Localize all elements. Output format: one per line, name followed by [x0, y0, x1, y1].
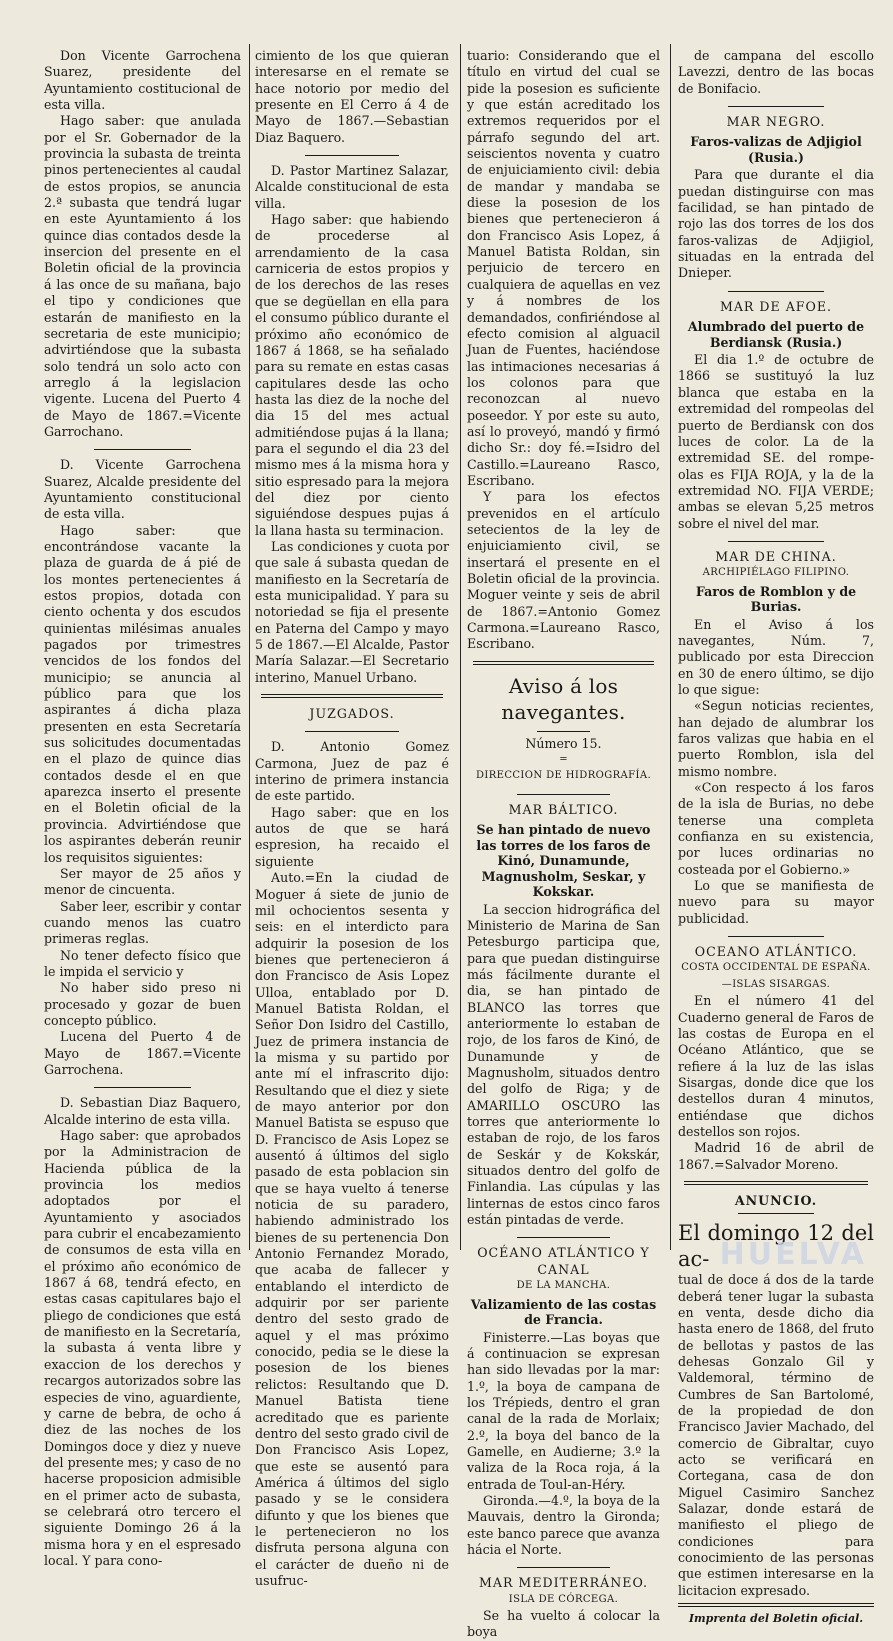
sea-name: MAR DE CHINA.	[715, 548, 837, 564]
notice-body: cimiento de los que quieran interesarse en el remate se hace notorio por medio del presente en El Cerro á 4 de Mayo de 1867.—Sebastian Diaz Baquero.	[255, 48, 449, 145]
section-title: ANUNCIO.	[734, 1192, 818, 1208]
separator	[94, 1087, 191, 1088]
double-rule	[261, 694, 443, 698]
separator	[517, 1237, 610, 1238]
notice-body: Hago saber: que aprobados por la Administracion de Hacienda pública de la provincia los medios adoptados por el Ayuntamiento y asociados para cubrir el encabezamiento de consumos de esta villa en el próximo año económico de 1867 á 68, tendrá efecto, en estas casas capitulares bajo el pliego de condiciones que está de manifiesto en la Secretaría, la subasta á venta libre y exaccion de los derechos y recargos autorizados sobre las especies de vino, aguardiente, y carne de bebra, de ocho á diez de las noches de los Domingos doce y diez y nueve del presente mes; y caso de no hacerse proposicion admisible en el primer acto de subasta, se celebrará otro tercero el siguiente Domingo 26 á la misma hora y en el espresado local. Y para cono-	[44, 1128, 241, 1568]
notice-heading: Don Vicente Garrochena Suarez, presidente del Ayuntamiento costitucional de esta villa.	[44, 48, 241, 113]
notice-heading: D. Antonio Gomez Carmona, Juez de paz é interino de primera instancia de este partido.	[255, 739, 449, 804]
notice-number: Número 15.	[525, 735, 602, 751]
notice-body: Lo que se manifiesta de nuevo para su mayor publicidad.	[678, 878, 874, 926]
double-rule	[678, 1603, 874, 1607]
double-rule	[473, 661, 654, 665]
notice-quote: «Segun noticias recientes, han dejado de alumbrar los faros valizas que habia en el puerto Romblon, isla del mismo nombre.	[678, 698, 874, 779]
sea-name: OCEANO ATLÁNTICO.	[694, 944, 858, 960]
separator	[517, 794, 610, 795]
notice-body: Gironda.—4.º, la boya de la Mauvais, dentro la Gironda; este banco parece que avanza hácia el Norte.	[467, 1492, 660, 1557]
notice-body: Hago saber: que en los autos de que se hará espresion, ha recaido el siguiente	[255, 804, 449, 869]
requirement: Saber leer, escribir y contar cuando menos las cuatro primeras reglas.	[44, 898, 241, 947]
separator	[305, 731, 399, 732]
notice-heading: Valizamiento de las costas de Francia.	[470, 1296, 657, 1327]
notice-body: En el Aviso á los navegantes, Núm. 7, publicado por esta Direccion en 30 de enero último, se dijo lo que sigue:	[678, 616, 874, 697]
notice-heading: Se han pintado de nuevo las torres de los faros de Kinó, Dunamunde, Magnusholm, Seskar, y Kokskar.	[476, 822, 651, 900]
notice-body: Para que durante el dia puedan distinguirse con mas facilidad, se han pintado de rojo las dos torres de los dos faros-valizas de Adjigiol, situadas en la entrada del Dnieper.	[678, 167, 874, 281]
sea-name: OCÉANO ATLÁNTICO Y CANAL	[477, 1245, 650, 1277]
column-rule	[460, 44, 461, 1250]
sea-name: MAR MEDITERRÁNEO.	[478, 1575, 649, 1591]
separator	[517, 1567, 610, 1568]
notice-signature: Madrid 16 de abril de 1867.=Salvador Moreno.	[678, 1140, 874, 1172]
sea-subname: ISLA DE CÓRCEGA.	[508, 1593, 619, 1605]
sea-subname: DE LA MANCHA.	[516, 1280, 611, 1292]
notice-body: La seccion hidrográfica del Ministerio de Marina de San Petesburgo participa que, para que puedan distinguirse más fácilmente durante el dia, se han pintado de BLANCO las torres que anteriormente lo estaban de rojo, de los faros de Kinó, de Dunamunde y de Magnusholm, situados dentro del golfo de Riga; y de AMARILLO OSCURO las torres que anteriormente lo estaban de rojo, de los faros de Seskár y de Kokskár, situados dentro del golfo de Finlandia. Las cúpulas y las linternas de estos cinco faros están pintadas de verde.	[467, 901, 660, 1228]
separator	[94, 449, 191, 450]
notice-heading: Alumbrado del puerto de Berdiansk (Rusia.)	[687, 319, 865, 350]
notice-body: de campana del escollo Lavezzi, dentro de las bocas de Bonifacio.	[678, 48, 874, 96]
notice-body: Hago saber: que anulada por el Sr. Gobernador de la provincia la subasta de treinta pinos pertenecientes al caudal de estos propios, se anuncia 2.ª subasta que tendrá lugar en este Ayuntamiento á los quince dias contados desde la insercion del presente en el Boletin oficial de la provincia á las once de su mañana, bajo el tipo y condiciones que estarán de manifiesto en la secretaria de este municipio; advirtiéndose que la subasta solo tendrá un solo acto con arreglo á la legislacion vigente. Lucena del Puerto 4 de Mayo de 1867.=Vicente Garrochano.	[44, 113, 241, 439]
section-title: JUZGADOS.	[309, 706, 395, 722]
library-watermark: HUELVA	[719, 1237, 867, 1272]
requirement: No tener defecto físico que le impida el servicio y	[44, 947, 241, 979]
column-rule	[670, 44, 671, 1250]
separator	[738, 1213, 814, 1214]
notice-body: En el número 41 del Cuaderno general de Faros de las costas de Europa en el Océano Atlántico, que se refiere á la luz de las islas Sisargas, donde dice que los destellos duran 4 minutos, entiéndase que dichos destellos son rojos.	[678, 993, 874, 1139]
notice-body: Y para los efectos prevenidos en el artículo setecientos de la ley de enjuiciamiento civil, se insertará el presente en el Boletin oficial de la provincia. Moguer veinte y seis de abril de 1867.=Antonio Gomez Carmona.=Laureano Rasco, Escribano.	[467, 489, 660, 652]
notice-heading: D. Pastor Martinez Salazar, Alcalde constitucional de esta villa.	[255, 163, 449, 211]
separator	[728, 541, 824, 542]
requirement: Ser mayor de 25 años y menor de cincuenta.	[44, 865, 241, 898]
separator	[305, 155, 399, 156]
notice-body: Las condiciones y cuota por que sale á subasta quedan de manifiesto en la Secretaría de esta municipalidad. Y para su notoriedad se fija el presente en Paterna del Campo y mayo 5 de 1867.—El Alcalde, Pastor María Salazar.—El Secretario interino, Manuel Urbano.	[255, 538, 449, 685]
column-4	[678, 48, 874, 1626]
sea-subname: COSTA OCCIDENTAL DE ESPAÑA.—ISLAS SISARGAS.	[681, 962, 871, 990]
column-3: tuario: Considerando que el título en virtud del cual se pide la posesion es suficiente y que están acreditado los extremos requeridos por el párrafo segundo del art. seiscientos noventa y cuatro de enjuiciamiento civil: debia de mandar y mandaba se diese la posesion de los bienes que pertenecieron á don Francisco Asis Lopez, á Manuel Batista Roldan, sin perjuicio de tercero en cualquiera de aquellas en vez y á nombres de los demandados, confiriéndose al efecto comision al alguacil Juan de Fuentes, haciéndose las intimaciones necesarias á los colonos para que reconozcan al nuevo poseedor. Y por este su auto, así lo proveyó, mandó y firmó dicho Sr.: doy fé.=Isidro del Castillo.=Laureano Rasco, Escribano. Y para los efectos prevenidos en el artículo setecientos de la ley de enjuiciamiento civil, se insertará el presente en el Boletin oficial de la provincia. Moguer veinte y seis de abril de 1867.=Antonio Gomez Carmona.=Laureano Rasco, Escribano. Aviso á los navegantes. Número 15. = DIRECCION DE HIDROGRAFÍA. MAR BÁLTICO. Se han pintado de nuevo las torres de los faros de Kinó, Dunamunde, Magnusholm, Seskar, y Kokskar. La seccion hidrográfica del Ministerio de Marina de San Petesburgo participa que, para que puedan distinguirse más fácilmente durante el dia, se han pintado de BLANCO las torres que anteriormente lo estaban de rojo, de los faros de Kinó, de Dunamunde y de Magnusholm, situados dentro del golfo de Riga; y de AMARILLO OSCURO las torres que anteriormente lo estaban de rojo, de los faros de Seskár y de Kokskár, situados dentro del golfo de Finlandia. Las cúpulas y las linternas de estos cinco faros están pintadas de verde. OCÉANO ATLÁNTICO Y CANAL DE LA MANCHA. Valizamiento de las costas de Francia. Finisterre.—Las boyas que á continuacion se expresan han sido llevadas por la mar: 1.º, la boya de campana de los Trépieds, dentro el gran canal de la rada de Morlaix; 2.º, la boya del banco de la Gamelle, en Audierne; 3.º la valiza de la Roca roja, á la entrada de Toul-an-Héry. Gironda.—4.º, la boya de la Mauvais, dentro la Gironda; este banco parece que avanza hácia el Norte. MAR MEDITERRÁNEO. ISLA DE CÓRCEGA. Se ha vuelto á colocar la boya	[467, 48, 660, 1640]
notice-heading: D. Sebastian Diaz Baquero, Alcalde interino de esta villa.	[44, 1095, 241, 1127]
notice-body: tuario: Considerando que el título en virtud del cual se pide la posesion es suficiente y que están acreditado los extremos requeridos por el párrafo segundo del art. seiscientos noventa y cuatro de enjuiciamiento civil: debia de mandar y mandaba se diese la posesion de los bienes que pertenecieron á don Francisco Asis Lopez, á Manuel Batista Roldan, sin perjuicio de tercero en cualquiera de aquellas en vez y á nombres de los demandados, confiriéndose al efecto comision al alguacil Juan de Fuentes, haciéndose las intimaciones necesarias á los colonos para que reconozcan al nuevo poseedor. Y por este su auto, así lo proveyó, mandó y firmó dicho Sr.: doy fé.=Isidro del Castillo.=Laureano Rasco, Escribano.	[467, 48, 660, 488]
notice-body: Finisterre.—Las boyas que á continuacion se expresan han sido llevadas por la mar: 1.º, la boya de campana de los Trépieds, dentro el gran canal de la rada de Morlaix; 2.º, la boya del banco de la Gamelle, en Audierne; 3.º la valiza de la Roca roja, á la entrada de Toul-an-Héry.	[467, 1329, 660, 1492]
notice-body: Hago saber: que encontrándose vacante la plaza de guarda de á pié de los montes pertenecientes á estos propios, dotada con ciento ochenta y dos escudos quinientas milésimas anuales pagados por trimestres vencidos de los fondos del municipio; se anuncia al público para que los aspirantes á dicha plaza presenten en esta Secretaría sus solicitudes documentadas en el plazo de quince dias contados desde el en que aparezca inserto el presente en el Boletin oficial de la provincia. Advirtiéndose que los aspirantes deberán reunir los requisitos siguientes:	[44, 522, 241, 865]
requirement: No haber sido preso ni procesado y gozar de buen concepto público.	[44, 980, 241, 1028]
notice-body: Se ha vuelto á colocar la boya	[467, 1608, 660, 1640]
announcement-lead: El domingo 12 del ac-	[678, 1221, 874, 1272]
notice-body: El dia 1.º de octubre de 1866 se sustituyó la luz blanca que estaba en la extremidad del rompeolas del puerto de Berdiansk con dos luces de color. La de la extremidad SE. del rompe-olas es FIJA ROJA, y la de la extremidad NO. FIJA VERDE; ambas se elevan 5,25 metros sobre el nivel del mar.	[678, 352, 874, 531]
printer-imprint: Imprenta del Boletin oficial.	[688, 1612, 864, 1626]
announcement-body: tual de doce á dos de la tarde deberá tener lugar la subasta en venta, desde dicho dia hasta enero de 1868, del fruto de bellotas y pastos de las dehesas Gonzalo Gil y Valdemoral, término de Cumbres de San Bartolomé, de la propiedad de don Francisco Javier Machado, del comercio de Gibraltar, cuyo acto se verificará en Corteganа, casa de don Miguel Casimiro Sanchez Salazar, donde estará de manifiesto el pliego de condiciones para conocimiento de las personas que estimen interesarse en la licitacion expresado.	[678, 1272, 874, 1598]
column-1	[44, 48, 241, 1568]
notice-heading: D. Vicente Garrochena Suarez, Alcalde presidente del Ayuntamiento constitucional de esta villa.	[44, 457, 241, 522]
column-rule	[249, 44, 250, 1250]
notice-quote: «Con respecto á los faros de la isla de Burias, no debe tenerse una completa confianza en su existencia, por luces ordinarias no costeada por el Gobierno.»	[678, 780, 874, 877]
double-rule	[684, 1181, 868, 1185]
notice-body: Auto.=En la ciudad de Moguer á siete de junio de mil ochocientos sesenta y seis: en el interdicto para adquirir la posesion de los bienes que pertenecieron á don Francisco de Asis Lopez Ulloa, entablado por D. Manuel Batista Roldan, el Señor Don Isidro del Castillo, Juez de primera instancia de la misma y su partido por ante mí el infrascrito dijo: Resultando que el diez y siete de mayo anterior por don Manuel Batista se espuso que D. Francisco de Asis Lopez se ausentó á últimos del siglo pasado de esta poblacion sin que se haya vuelto á tenerse noticia de su paradero, habiendo administrado los bienes de su pertenencia Don Antonio Fernandez Morado, que acaba de fallecer y entablando el interdicto de adquirir por ser pariente dentro del sesto grado de aquel y el mas próximo conocido, pedia se le diese la posesion de los bienes relictos: Resultando que D. Manuel Batista tiene acreditado que es pariente dentro del sesto grado civil de Don Francisco Asis Lopez, que este se ausentó para América á últimos del siglo pasado y se le considera difunto y que los bienes que le pertenecieron no los disfruta persona alguna con el carácter de dueño ni de usufruc-	[255, 870, 449, 1588]
sea-name: MAR DE AFOE.	[719, 298, 833, 314]
separator	[728, 106, 824, 107]
separator	[728, 291, 824, 292]
notice-heading: Faros-valizas de Adjigiol (Rusia.)	[690, 134, 862, 165]
notice-heading: Faros de Romblon y de Burias.	[695, 583, 857, 615]
separator	[728, 936, 824, 937]
separator	[537, 731, 590, 732]
sea-name: MAR BÁLTICO.	[508, 801, 619, 817]
notice-body: Hago saber: que habiendo de procederse al arrendamiento de la casa carniceria de estos propios y de los derechos de las reses que se degüellan en ella para el consumo público durante el próximo año económico de 1867 á 1868, se ha señalado para su remate en estas casas capitulares desde las ocho hasta las diez de la noche del dia 15 del mes actual admitiéndose pujas á la llana; para el segundo el dia 23 del mismo mes á la misma hora y sitio espresado para la mejora del diez por ciento siguiéndose despues pujas á la llana hasta su terminacion.	[255, 212, 449, 538]
section-title: Aviso á los navegantes.	[501, 673, 626, 724]
authority: DIRECCION DE HIDROGRAFÍA.	[475, 770, 652, 782]
column-2	[255, 48, 449, 1588]
notice-signature: Lucena del Puerto 4 de Mayo de 1867.=Vicente Garrochena.	[44, 1029, 241, 1077]
sea-name: MAR NEGRO.	[726, 114, 826, 130]
sea-subname: ARCHIPIÉLAGO FILIPINO.	[702, 567, 850, 579]
